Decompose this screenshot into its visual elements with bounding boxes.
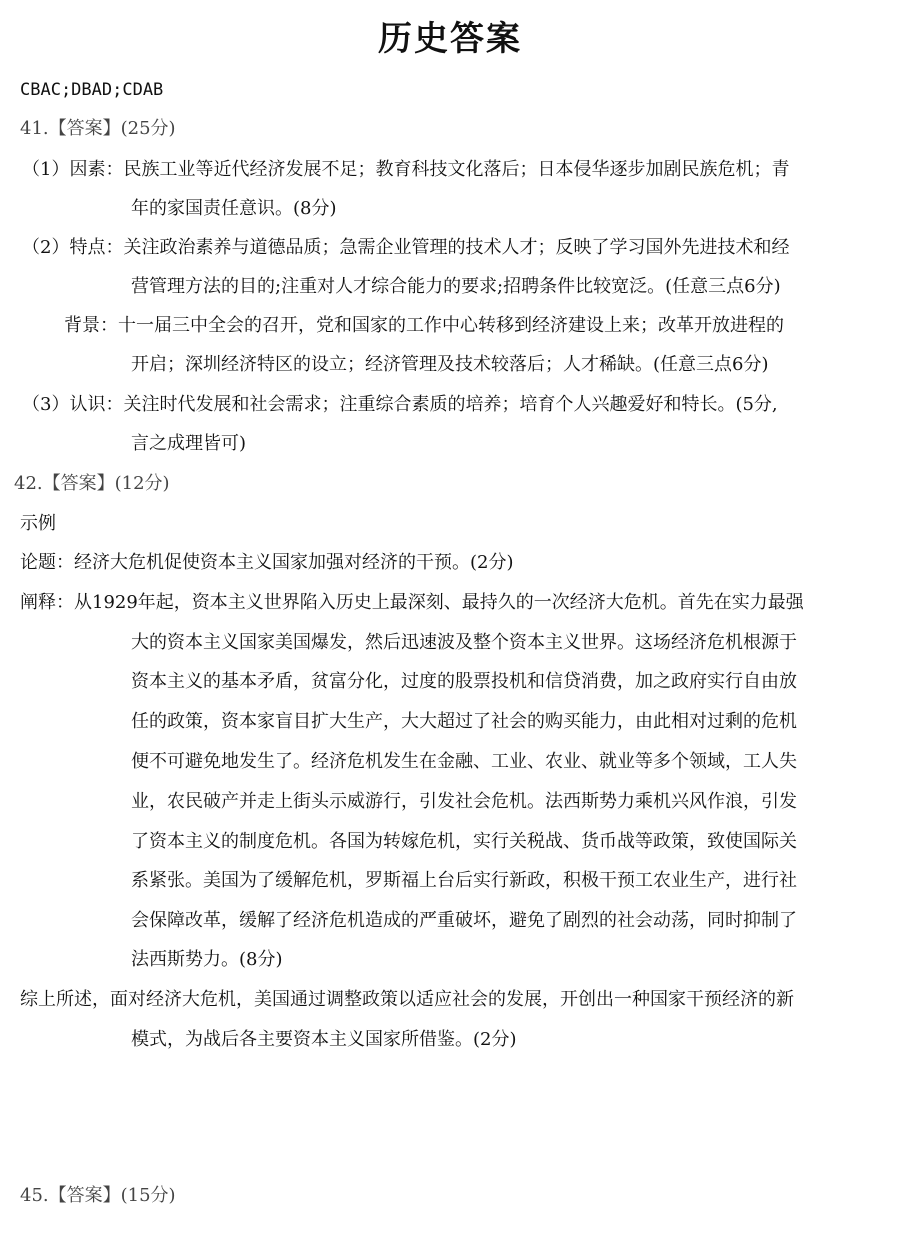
q41-header: 41.【答案】(25分) bbox=[20, 118, 176, 139]
q45-header: 45.【答案】(15分) bbox=[20, 1185, 176, 1206]
choice-answers: CBAC;DBAD;CDAB bbox=[20, 80, 164, 100]
q41-part3-line1: （3）认识：关注时代发展和社会需求；注重综合素质的培养；培育个人兴趣爱好和特长。(5分, bbox=[22, 394, 778, 415]
q42-thesis: 论题：经济大危机促使资本主义国家加强对经济的干预。(2分) bbox=[20, 552, 514, 573]
q42-explanation-line8: 系紧张。美国为了缓解危机，罗斯福上台后实行新政，积极干预工农业生产，进行社 bbox=[131, 870, 797, 891]
q42-explanation-line7: 了资本主义的制度危机。各国为转嫁危机，实行关税战、货币战等政策，致使国际关 bbox=[131, 831, 797, 852]
q42-explanation-line4: 任的政策，资本家盲目扩大生产，大大超过了社会的购买能力，由此相对过剩的危机 bbox=[131, 711, 797, 732]
q42-header: 42.【答案】(12分) bbox=[14, 473, 170, 494]
q41-part3-line2: 言之成理皆可) bbox=[131, 433, 247, 454]
q42-example-label: 示例 bbox=[20, 513, 56, 534]
q42-explanation-line1: 阐释：从1929年起，资本主义世界陷入历史上最深刻、最持久的一次经济大危机。首先在实力最强 bbox=[20, 592, 804, 613]
q41-part2-line2: 营管理方法的目的;注重对人才综合能力的要求;招聘条件比较宽泛。(任意三点6分) bbox=[131, 276, 781, 297]
q41-part1-line1: （1）因素：民族工业等近代经济发展不足；教育科技文化落后；日本侵华逐步加剧民族危机；青 bbox=[22, 159, 790, 180]
q42-conclusion-line1: 综上所述，面对经济大危机，美国通过调整政策以适应社会的发展，开创出一种国家干预经济的新 bbox=[20, 989, 794, 1010]
q42-conclusion-line2: 模式，为战后各主要资本主义国家所借鉴。(2分) bbox=[131, 1029, 517, 1050]
page-title: 历史答案 bbox=[378, 19, 522, 59]
q42-explanation-line6: 业，农民破产并走上街头示威游行，引发社会危机。法西斯势力乘机兴风作浪，引发 bbox=[131, 791, 797, 812]
q41-part2-line1: （2）特点：关注政治素养与道德品质；急需企业管理的技术人才；反映了学习国外先进技术和经 bbox=[22, 237, 790, 258]
q42-explanation-line9: 会保障改革，缓解了经济危机造成的严重破坏，避免了剧烈的社会动荡，同时抑制了 bbox=[131, 910, 797, 931]
q41-part2-line3: 背景：十一届三中全会的召开，党和国家的工作中心转移到经济建设上来；改革开放进程的 bbox=[64, 315, 784, 336]
q42-explanation-line2: 大的资本主义国家美国爆发，然后迅速波及整个资本主义世界。这场经济危机根源于 bbox=[131, 632, 797, 653]
q42-explanation-line5: 便不可避免地发生了。经济危机发生在金融、工业、农业、就业等多个领域，工人失 bbox=[131, 751, 797, 772]
q42-explanation-line10: 法西斯势力。(8分) bbox=[131, 949, 283, 970]
q41-part2-line4: 开启；深圳经济特区的设立；经济管理及技术较落后；人才稀缺。(任意三点6分) bbox=[131, 354, 769, 375]
q41-part1-line2: 年的家国责任意识。(8分) bbox=[131, 198, 337, 219]
q42-explanation-line3: 资本主义的基本矛盾，贫富分化，过度的股票投机和信贷消费，加之政府实行自由放 bbox=[131, 671, 797, 692]
